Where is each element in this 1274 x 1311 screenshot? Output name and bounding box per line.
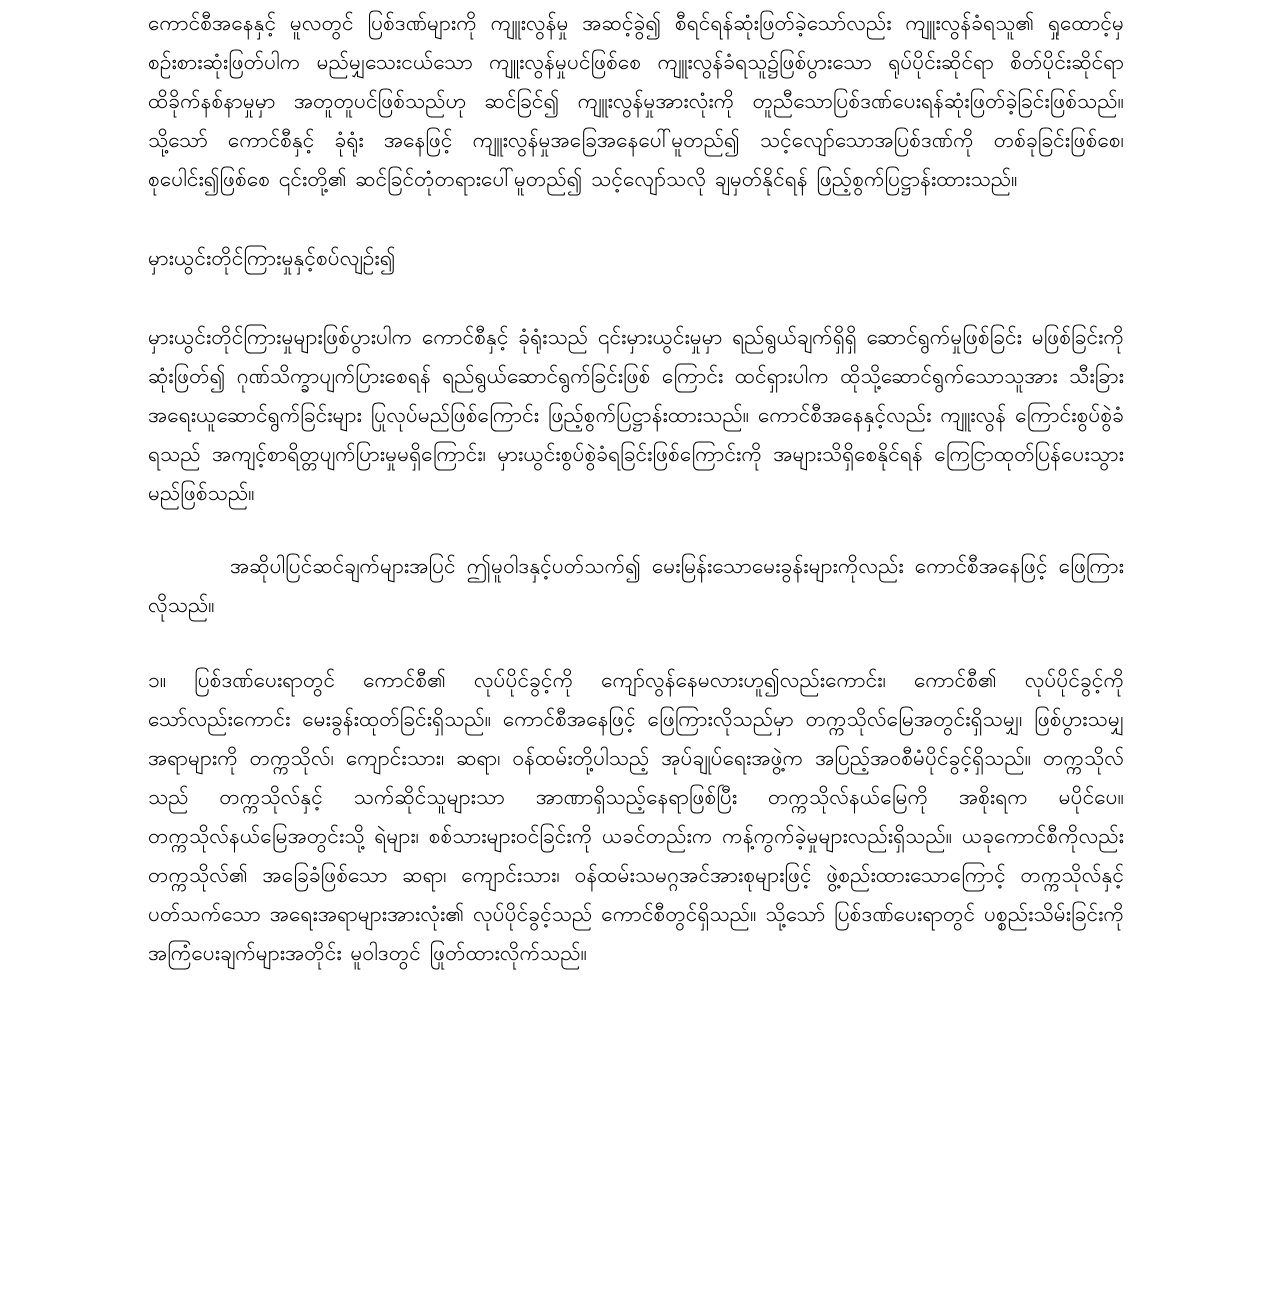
paragraph-numbered-answer-1: ၁။ ပြစ်ဒဏ်ပေးရာတွင် ကောင်စီ၏ လုပ်ပိုင်ခွင့်ကို ကျော်လွန်နေမလားဟူ၍လည်းကောင်း၊ ကောင်စီ၏ လုပ်ပိုင်ခွင့်ကိုသော်လည်းကောင်း မေးခွန်းထုတ်ခြင်းရှိသည်။ ကောင်စီအနေဖြင့် ဖြေကြားလိုသည်မှာ တက္ကသိုလ်မြေအတွင်းရှိသမျှ၊ ဖြစ်ပွားသမျှအရာများကို တက္ကသိုလ်၊ ကျောင်းသား၊ ဆရာ၊ ဝန်ထမ်းတို့ပါသည့် အုပ်ချုပ်ရေးအဖွဲ့က အပြည့်အဝစီမံပိုင်ခွင့်ရှိသည်။ တက္ကသိုလ်သည် တက္ကသိုလ်နှင့် သက်ဆိုင်သူများသာ အာဏာရှိသည့်နေရာဖြစ်ပြီး တက္ကသိုလ်နယ်မြေကို အစိုးရက မပိုင်ပေ။ တက္ကသိုလ်နယ်မြေအတွင်းသို့ ရဲများ၊ စစ်သားများဝင်ခြင်းကို ယခင်တည်းက ကန့်ကွက်ခဲ့မှုများလည်းရှိသည်။ ယခုကောင်စီကိုလည်း တက္ကသိုလ်၏ အခြေခံဖြစ်သော ဆရာ၊ ကျောင်းသား၊ ဝန်ထမ်းသမဂ္ဂအင်အားစုများဖြင့် ဖွဲ့စည်းထားသောကြောင့် တက္ကသိုလ်နှင့် ပတ်သက်သော အရေးအရာများအားလုံး၏ လုပ်ပိုင်ခွင့်သည် ကောင်စီတွင်ရှိသည်။ သို့သော် ပြစ်ဒဏ်ပေးရာတွင် ပစ္စည်းသိမ်းခြင်းကို အကြံပေးချက်များအတိုင်း မူဝါဒတွင် ဖြုတ်ထားလိုက်သည်။ — [148, 668, 1124, 965]
paragraph-spacer — [148, 199, 1124, 239]
document-page — [148, 4, 1124, 973]
paragraph-false-complaints: မှားယွင်းတိုင်ကြားမှုများဖြစ်ပွားပါက ကောင်စီနှင့် ခုံရုံးသည် ၎င်းမှားယွင်းမှုမှာ ရည်ရွယ်ချက်ရှိရှိ ဆောင်ရွက်မှုဖြစ်ခြင်း မဖြစ်ခြင်းကို ဆုံးဖြတ်၍ ဂုဏ်သိက္ခာပျက်ပြားစေရန် ရည်ရွယ်ဆောင်ရွက်ခြင်းဖြစ် ကြောင်း ထင်ရှားပါက ထိုသို့ဆောင်ရွက်သောသူအား သီးခြားအရေးယူဆောင်ရွက်ခြင်းများ ပြုလုပ်မည်ဖြစ်ကြောင်း ဖြည့်စွက်ပြဋ္ဌာန်းထားသည်။ ကောင်စီအနေနှင့်လည်း ကျူးလွန် ကြောင်းစွပ်စွဲခံရသည် အကျင့်စာရိတ္တပျက်ပြားမှုမရှိကြောင်း၊ မှားယွင်းစွပ်စွဲခံရခြင်းဖြစ်ကြောင်းကို အများသိရှိစေနိုင်ရန် ကြေငြာထုတ်ပြန်ပေးသွားမည်ဖြစ်သည်။ — [148, 325, 1124, 505]
paragraph-amendments-intro: အဆိုပါပြင်ဆင်ချက်များအပြင် ဤမူဝါဒနှင့်ပတ်သက်၍ မေးမြန်းသောမေးခွန်းများကိုလည်း ကောင်စီအနေဖြင့် ဖြေကြားလိုသည်။ — [148, 554, 1124, 617]
section-heading-false-complaints: မှားယွင်းတိုင်ကြားမှုနှင့်စပ်လျဉ်း၍ — [148, 246, 396, 270]
paragraph-policy-penalties: ကောင်စီအနေနှင့် မူလတွင် ပြစ်ဒဏ်များကို ကျူးလွန်မှု အဆင့်ခွဲ၍ စီရင်ရန်ဆုံးဖြတ်ခဲ့သော်လည်း ကျူးလွန်ခံရသူ၏ ရှုထောင့်မှ စဉ်းစားဆုံးဖြတ်ပါက မည်မျှသေးငယ်သော ကျူးလွန်မှုပင်ဖြစ်စေ ကျူးလွန်ခံရသူ၌ဖြစ်ပွားသော ရုပ်ပိုင်းဆိုင်ရာ စိတ်ပိုင်းဆိုင်ရာ ထိခိုက်နစ်နာမှုမှာ အတူတူပင်ဖြစ်သည်ဟု ဆင်ခြင်၍ ကျူးလွန်မှုအားလုံးကို တူညီသောပြစ်ဒဏ်ပေးရန်ဆုံးဖြတ်ခဲ့ခြင်းဖြစ်သည်။ သို့သော် ကောင်စီနှင့် ခုံရုံး အနေဖြင့် ကျူးလွန်မှုအခြေအနေပေါ်မူတည်၍ သင့်လျော်သောအပြစ်ဒဏ်ကို တစ်ခုခြင်းဖြစ်စေ၊ စုပေါင်း၍ဖြစ်စေ ၎င်းတို့၏ ဆင်ခြင်တုံတရားပေါ်မူတည်၍ သင့်လျော်သလို ချမှတ်နိုင်ရန် ဖြည့်စွက်ပြဋ္ဌာန်းထားသည်။ — [148, 11, 1124, 191]
paragraph-spacer — [148, 278, 1124, 318]
paragraph-spacer — [148, 513, 1124, 547]
paragraph-spacer — [148, 625, 1124, 661]
